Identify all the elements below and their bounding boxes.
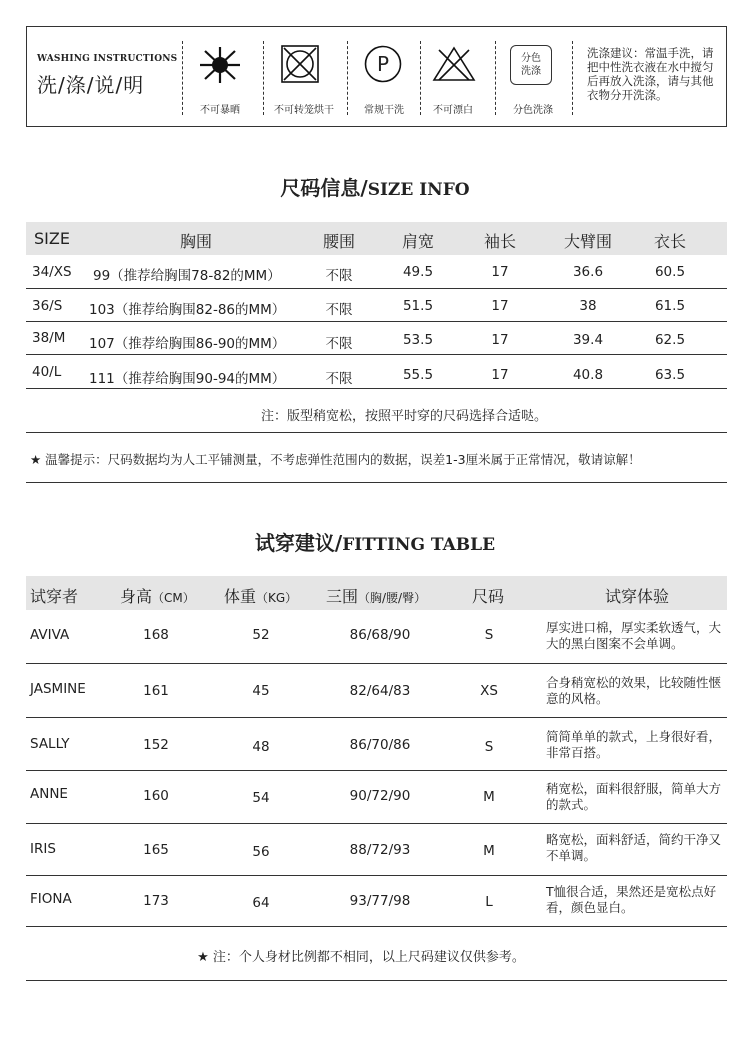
table-cell: 64 [252,895,270,911]
wash-separately-icon [510,45,552,85]
table-cell: L [485,894,493,910]
table-cell: 40.8 [572,367,604,383]
header-sleeve: 袖长 [483,232,517,251]
fitting-title-en: FITTING TABLE [342,535,496,555]
table-cell: 17 [491,264,509,280]
dry-clean-letter: P [376,52,390,76]
table-cell: S [484,739,494,755]
table-cell: 55.5 [402,367,434,383]
table-cell: 不限 [325,336,353,352]
table-cell: 34/XS [32,264,72,280]
table-cell: 161 [143,683,169,699]
symbol-label: 常规干洗 [364,105,404,116]
symbol-label: 不可转笼烘干 [274,105,334,116]
table-cell: 111（推荐给胸围90-94的MM） [89,371,286,387]
table-cell: 36/S [32,298,63,314]
symbol-label: 分色洗涤 [513,105,553,116]
table-cell: 38/M [32,330,66,346]
symbol-label: 不可漂白 [433,105,473,116]
table-cell: 173 [143,893,169,909]
washing-instructions-box [26,26,727,127]
table-cell: 不限 [325,371,353,387]
table-cell: 17 [491,367,509,383]
row-divider [26,926,727,927]
header-size: 尺码 [471,587,505,606]
header-length: 衣长 [653,232,687,251]
table-cell: S [484,627,494,643]
washing-advice: 洗涤建议：常温手洗，请把中性洗衣液在水中搅匀后再放入洗涤，请与其他衣物分开洗涤。 [587,46,714,102]
size-tip: ★ 温馨提示：尺码数据均为人工平铺测量，不考虑弹性范围内的数据，误差1-3厘米属于正常情况，敬请谅解！ [30,452,641,467]
row-divider [26,875,727,876]
header-waist: 腰围 [322,232,356,251]
row-divider [26,354,727,355]
divider [420,41,421,115]
fitting-note: ★ 注：个人身材比例都不相同，以上尺码建议仅供参考。 [197,950,525,965]
table-cell: M [483,789,495,805]
table-cell: 56 [252,844,270,860]
table-cell: 90/72/90 [349,788,411,804]
table-cell: SALLY [30,736,70,752]
table-cell: 略宽松，面料舒适，简约干净又不单调。 [546,832,722,863]
table-cell: 51.5 [402,298,434,314]
icon-text: 洗涤 [521,66,541,77]
table-cell: 52 [252,627,270,643]
table-cell: 48 [252,739,270,755]
table-cell: 60.5 [654,264,686,280]
table-cell: 49.5 [402,264,434,280]
table-cell: 107（推荐给胸围86-90的MM） [89,336,286,352]
table-cell: 45 [252,683,270,699]
table-cell: 17 [491,298,509,314]
header-weight: 体重（KG） [224,587,298,606]
symbol-label: 不可暴晒 [200,105,240,116]
header-height: 身高（CM） [120,587,195,606]
table-cell: 86/70/86 [349,737,411,753]
header-shoulder: 肩宽 [401,232,435,251]
row-divider [26,823,727,824]
row-divider [26,321,727,322]
table-cell: 17 [491,332,509,348]
section-divider [26,980,727,981]
header-size: SIZE [34,229,70,248]
row-divider [26,388,727,389]
table-cell: 103（推荐给胸围82-86的MM） [89,302,286,318]
table-cell: 53.5 [402,332,434,348]
header-upper-arm: 大臂围 [563,232,613,251]
divider [182,41,183,115]
table-cell: 不限 [325,268,353,284]
washing-title-en: WASHING INSTRUCTIONS [37,54,178,64]
size-info-title-cn: 尺码信息/ [280,176,368,200]
table-cell: XS [480,683,498,699]
no-sun-icon [197,45,243,85]
fitting-title-cn: 试穿建议/ [254,531,343,555]
table-cell: 54 [252,790,270,806]
table-cell: 62.5 [654,332,686,348]
divider [347,41,348,115]
section-divider [26,482,727,483]
row-divider [26,770,727,771]
table-cell: 不限 [325,302,353,318]
table-cell: 40/L [32,364,62,380]
table-cell: IRIS [30,841,56,857]
table-cell: 152 [143,737,169,753]
row-divider [26,288,727,289]
table-cell: 99（推荐给胸围78-82的MM） [93,268,281,284]
no-tumble-dry-icon [280,44,320,84]
table-cell: JASMINE [30,681,86,697]
table-cell: M [483,843,495,859]
header-bust: 胸围 [179,232,213,251]
table-cell: 63.5 [654,367,686,383]
table-cell: 38 [579,298,597,314]
size-info-title-en: SIZE INFO [367,180,470,200]
size-note: 注：版型稍宽松，按照平时穿的尺码选择合适哒。 [260,409,548,424]
table-cell: 合身稍宽松的效果，比较随性惬意的风格。 [546,675,722,706]
table-cell: AVIVA [30,627,70,643]
table-cell: 93/77/98 [349,893,411,909]
table-cell: FIONA [30,891,72,907]
table-cell: 厚实进口棉，厚实柔软透气，大大的黑白图案不会单调。 [546,620,722,651]
no-bleach-icon [431,45,477,83]
table-cell: 简简单单的款式，上身很好看，非常百搭。 [546,729,722,760]
table-cell: 168 [143,627,169,643]
size-info-title [0,172,750,201]
table-cell: 36.6 [572,264,604,280]
row-divider [26,717,727,718]
table-cell: T恤很合适，果然还是宽松点好看，颜色显白。 [546,884,717,915]
table-cell: 88/72/93 [349,842,411,858]
table-cell: 稍宽松，面料很舒服，简单大方的款式。 [546,781,722,812]
table-cell: 165 [143,842,169,858]
size-table-header [26,222,727,255]
row-divider [26,663,727,664]
table-cell: ANNE [30,786,68,802]
icon-text: 分色 [521,53,541,64]
table-cell: 61.5 [654,298,686,314]
fitting-title [0,527,750,556]
header-experience: 试穿体验 [604,587,670,606]
table-cell: 82/64/83 [349,683,411,699]
table-cell: 86/68/90 [349,627,411,643]
header-model: 试穿者 [30,587,79,606]
header-measurements: 三围（胸/腰/臀） [326,587,427,606]
table-cell: 39.4 [572,332,604,348]
divider [572,41,573,115]
divider [263,41,264,115]
section-divider [26,432,727,433]
washing-title-cn: 洗/涤/说/明 [37,73,145,97]
table-cell: 160 [143,788,169,804]
divider [495,41,496,115]
